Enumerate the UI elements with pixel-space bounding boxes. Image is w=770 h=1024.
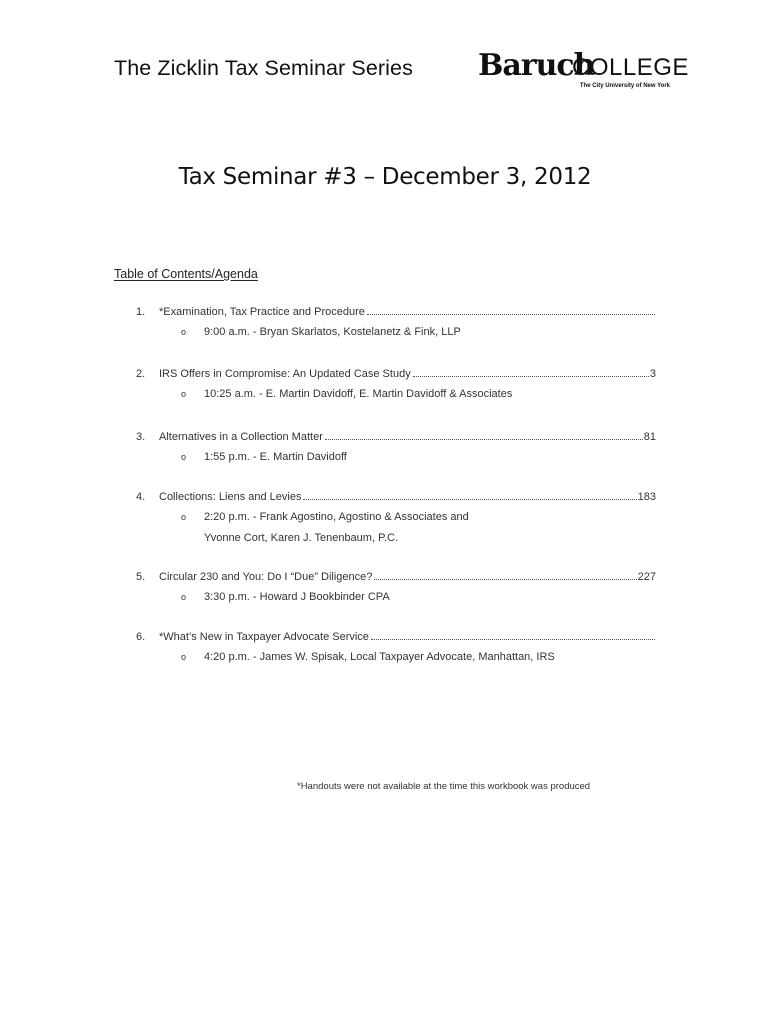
bullet-icon: o xyxy=(181,327,187,337)
agenda-item-6 xyxy=(136,627,656,668)
item-title: Circular 230 and You: Do I “Due” Diligence? xyxy=(159,571,373,583)
item-page: 81 xyxy=(643,431,656,443)
agenda-item-2 xyxy=(136,364,656,405)
series-title: The Zicklin Tax Seminar Series xyxy=(114,56,413,80)
logo-subtitle: The City University of New York xyxy=(579,83,670,89)
item-detail: 2:20 p.m. - Frank Agostino, Agostino & Associates and xyxy=(204,511,469,523)
item-number: 3. xyxy=(136,431,146,443)
item-detail: 9:00 a.m. - Bryan Skarlatos, Kostelanetz & Fink, LLP xyxy=(204,326,461,338)
page-title: Tax Seminar #3 – December 3, 2012 xyxy=(178,164,592,190)
item-number: 2. xyxy=(136,368,146,380)
item-detail-continued: Yvonne Cort, Karen J. Tenenbaum, P.C. xyxy=(204,532,399,544)
item-detail: 10:25 a.m. - E. Martin Davidoff, E. Martin Davidoff & Associates xyxy=(204,388,513,400)
dot-leader xyxy=(325,439,643,440)
bullet-icon: o xyxy=(181,652,187,662)
bullet-icon: o xyxy=(181,452,187,462)
dot-leader xyxy=(413,376,649,377)
agenda-item-3 xyxy=(136,427,656,468)
dot-leader xyxy=(303,499,636,500)
item-title: Collections: Liens and Levies xyxy=(159,491,302,503)
item-detail: 1:55 p.m. - E. Martin Davidoff xyxy=(204,451,347,463)
bullet-icon: o xyxy=(181,389,187,399)
item-detail: 3:30 p.m. - Howard J Bookbinder CPA xyxy=(204,591,390,603)
dot-leader xyxy=(371,639,655,640)
page-header xyxy=(114,48,689,98)
bullet-icon: o xyxy=(181,592,187,602)
agenda-item-1 xyxy=(136,302,656,343)
toc-heading: Table of Contents/Agenda xyxy=(114,267,258,281)
logo-word: Baruch xyxy=(478,48,595,83)
item-page: 3 xyxy=(649,368,656,380)
item-detail: 4:20 p.m. - James W. Spisak, Local Taxpayer Advocate, Manhattan, IRS xyxy=(204,651,555,663)
dot-leader xyxy=(367,314,655,315)
item-title: *Examination, Tax Practice and Procedure xyxy=(159,306,365,318)
dot-leader xyxy=(374,579,636,580)
item-number: 6. xyxy=(136,631,146,643)
item-title: IRS Offers in Compromise: An Updated Case Study xyxy=(159,368,411,380)
item-number: 4. xyxy=(136,491,146,503)
bullet-icon: o xyxy=(181,512,187,522)
agenda-item-5 xyxy=(136,567,656,608)
baruch-college-logo xyxy=(478,48,689,98)
agenda-item-4 xyxy=(136,487,656,549)
item-title: *What’s New in Taxpayer Advocate Service xyxy=(159,631,369,643)
item-page: 227 xyxy=(637,571,656,583)
item-number: 5. xyxy=(136,571,146,583)
item-page: 183 xyxy=(637,491,656,503)
logo-college: COLLEGE xyxy=(572,54,689,81)
footnote: *Handouts were not available at the time this workbook was produced xyxy=(297,781,591,792)
item-number: 1. xyxy=(136,306,146,318)
item-title: Alternatives in a Collection Matter xyxy=(159,431,323,443)
